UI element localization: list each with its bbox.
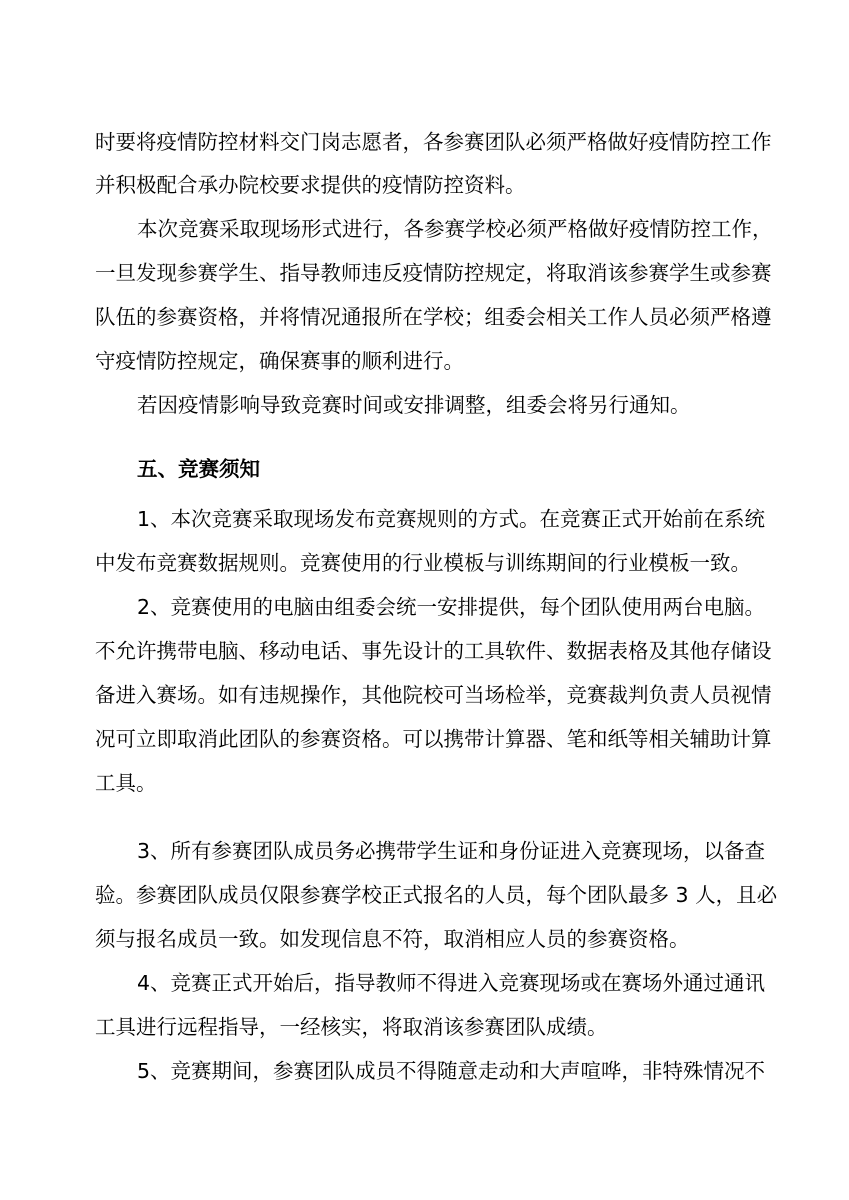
paragraph-line: 况可立即取消此团队的参赛资格。可以携带计算器、笔和纸等相关辅助计算 <box>95 727 772 751</box>
paragraph-line: 本次竞赛采取现场形式进行，各参赛学校必须严格做好疫情防控工作， <box>137 217 773 241</box>
paragraph-line: 工具进行远程指导，一经核实，将取消该参赛团队成绩。 <box>95 1015 608 1039</box>
paragraph-line: 2、竞赛使用的电脑由组委会统一安排提供，每个团队使用两台电脑。 <box>137 595 766 619</box>
paragraph-line: 中发布竞赛数据规则。竞赛使用的行业模板与训练期间的行业模板一致。 <box>95 551 751 575</box>
paragraph-line: 队伍的参赛资格，并将情况通报所在学校；组委会相关工作人员必须严格遵 <box>95 305 772 329</box>
paragraph-line: 若因疫情影响导致竞赛时间或安排调整，组委会将另行通知。 <box>137 393 691 417</box>
section-heading: 五、竞赛须知 <box>137 457 260 481</box>
paragraph-line: 验。参赛团队成员仅限参赛学校正式报名的人员，每个团队最多 3 人，且必 <box>95 883 778 907</box>
paragraph-line: 不允许携带电脑、移动电话、事先设计的工具软件、数据表格及其他存储设 <box>95 639 772 663</box>
paragraph-line: 时要将疫情防控材料交门岗志愿者，各参赛团队必须严格做好疫情防控工作 <box>95 130 772 154</box>
paragraph-line: 工具。 <box>95 771 157 795</box>
paragraph-line: 1、本次竞赛采取现场发布竞赛规则的方式。在竞赛正式开始前在系统 <box>137 507 766 531</box>
paragraph-line: 3、所有参赛团队成员务必携带学生证和身份证进入竞赛现场，以备查 <box>137 839 766 863</box>
paragraph-line: 并积极配合承办院校要求提供的疫情防控资料。 <box>95 173 526 197</box>
paragraph-line: 守疫情防控规定，确保赛事的顺利进行。 <box>95 349 464 373</box>
paragraph-line: 5、竞赛期间，参赛团队成员不得随意走动和大声喧哗，非特殊情况不 <box>137 1059 766 1083</box>
paragraph-line: 须与报名成员一致。如发现信息不符，取消相应人员的参赛资格。 <box>95 927 690 951</box>
paragraph-line: 4、竞赛正式开始后，指导教师不得进入竞赛现场或在赛场外通过通讯 <box>137 971 766 995</box>
paragraph-line: 一旦发现参赛学生、指导教师违反疫情防控规定，将取消该参赛学生或参赛 <box>95 261 772 285</box>
paragraph-line: 备进入赛场。如有违规操作，其他院校可当场检举，竞赛裁判负责人员视情 <box>95 683 772 707</box>
